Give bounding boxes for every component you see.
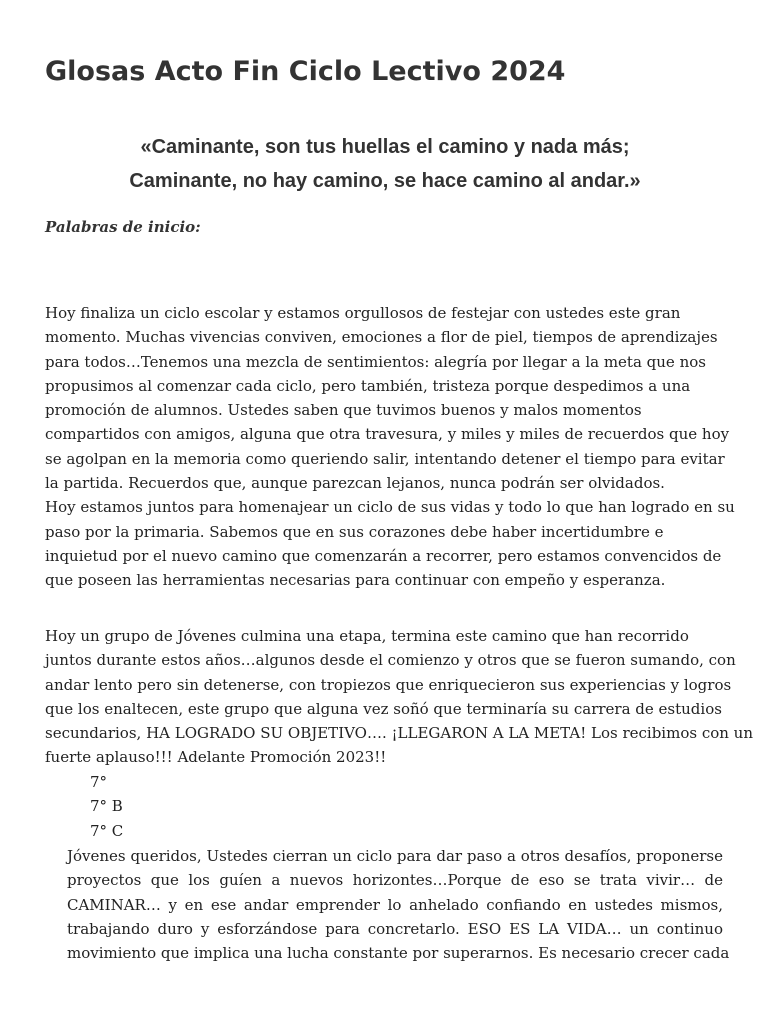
text-line: juntos durante estos años…algunos desde el comienzo y otros que se fueron sumando, con <box>45 651 736 670</box>
text-line: fuerte aplauso!!! Adelante Promoción 2023!! <box>45 748 387 767</box>
paragraph-closing <box>67 844 730 965</box>
text-line: para todos…Tenemos una mezcla de sentimientos: alegría por llegar a la meta que nos <box>45 352 706 371</box>
grade-item: 7° <box>90 773 108 791</box>
text-line: Hoy finaliza un ciclo escolar y estamos orgullosos de festejar con ustedes este gran <box>45 304 681 322</box>
text-line: paso por la primaria. Sabemos que en sus corazones debe haber incertidumbre e <box>45 522 664 541</box>
text-line: que poseen las herramientas necesarias para continuar con empeño y esperanza. <box>45 571 666 590</box>
text-line: que los enaltecen, este grupo que alguna vez soñó que terminaría su carrera de estudios <box>45 699 722 718</box>
quote-line-1: «Caminante, son tus huellas el camino y nada más; <box>140 136 630 158</box>
text-line: Hoy un grupo de Jóvenes culmina una etapa, termina este camino que han recorrido <box>45 627 689 645</box>
epigraph-quote <box>45 130 725 198</box>
grades-list <box>90 770 123 843</box>
text-line: promoción de alumnos. Ustedes saben que tuvimos buenos y malos momentos <box>45 401 642 420</box>
text-line: trabajando duro y esforzándose para concretarlo. ESO ES LA VIDA… un continuo <box>67 919 723 938</box>
text-line: secundarios, HA LOGRADO SU OBJETIVO…. ¡LLEGARON A LA META! Los recibimos con un <box>45 724 754 743</box>
quote-line-2: Caminante, no hay camino, se hace camino al andar.» <box>129 170 641 192</box>
text-line: CAMINAR… y en ese andar emprender lo anhelado confiando en ustedes mismos, <box>67 895 723 914</box>
grade-item: 7° B <box>90 797 123 816</box>
text-line: inquietud por el nuevo camino que comenzarán a recorrer, pero estamos convencidos de <box>45 546 722 565</box>
text-line: Jóvenes queridos, Ustedes cierran un ciclo para dar paso a otros desafíos, proponerse <box>67 847 723 865</box>
paragraph-opening <box>45 301 735 593</box>
section-subtitle: Palabras de inicio: <box>45 218 201 236</box>
grade-item: 7° C <box>90 821 124 840</box>
text-line: andar lento pero sin detenerse, con tropiezos que enriquecieron sus experiencias y logros <box>45 675 732 694</box>
text-line: compartidos con amigos, alguna que otra travesura, y miles y miles de recuerdos que hoy <box>45 425 730 444</box>
text-line: proyectos que los guíen a nuevos horizontes…Porque de eso se trata vivir… de <box>67 871 723 890</box>
text-line: Hoy estamos juntos para homenajear un ciclo de sus vidas y todo lo que han logrado en su <box>45 498 735 517</box>
text-line: propusimos al comenzar cada ciclo, pero también, tristeza porque despedimos a una <box>45 376 691 395</box>
text-line: se agolpan en la memoria como queriendo salir, intentando detener el tiempo para evitar <box>45 449 725 468</box>
text-line: movimiento que implica una lucha constante por superarnos. Es necesario crecer cada <box>67 944 730 963</box>
document-title: Glosas Acto Fin Ciclo Lectivo 2024 <box>45 56 566 87</box>
paragraph-group-intro <box>45 624 753 770</box>
text-line: momento. Muchas vivencias conviven, emociones a flor de piel, tiempos de aprendizajes <box>45 328 718 347</box>
text-line: la partida. Recuerdos que, aunque parezcan lejanos, nunca podrán ser olvidados. <box>45 474 665 493</box>
